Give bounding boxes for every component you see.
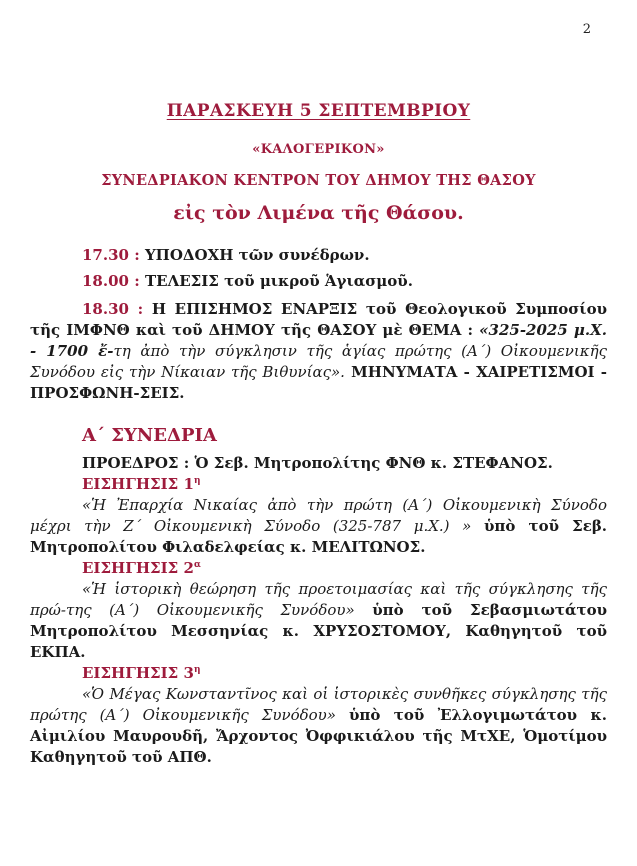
lecture-speaker: ὑπὸ τοῦ Σεβασμιωτάτου Μητροπολίτου Μεσσηνίας κ. ΧΡΥΣΟΣΤΟΜΟΥ, Καθηγητοῦ τοῦ ΕΚΠΑ. [30, 601, 607, 661]
location-line: εἰς τὸν Λιμένα τῆς Θάσου. [173, 202, 464, 224]
day-title: ΠΑΡΑΣΚΕΥΗ 5 ΣΕΠΤΕΜΒΡΙΟΥ [166, 101, 471, 121]
lecture-label [30, 558, 607, 579]
lecture-speaker: ὑπὸ τοῦ Σεβ. Μητροπολίτου Φιλαδελφείας κ. ΜΕΛΙΤΩΝΟΣ. [30, 517, 608, 556]
lecture-label [30, 474, 607, 495]
schedule-item [30, 245, 607, 265]
lecture-title: «Ἡ ἱστορικὴ θεώρηση τῆς προετοιμασίας καὶ τῆς σύγκλησης τῆς πρώ-της (Α´) Οἰκουμενικῆς Συνόδου» [30, 580, 607, 619]
lecture-paragraph [30, 495, 607, 558]
venue-name: «ΚΑΛΟΓΕΡΙΚΟΝ» [252, 142, 385, 157]
lecture-title: «Ἡ Ἐπαρχία Νικαίας ἀπὸ τὴν πρώτη (Α´) Οἰκουμενικὴ Σύνοδο μέχρι τὴν Ζ´ Οἰκουμενικὴ Σύνοδο (325-787 μ.Χ.) » [30, 496, 607, 535]
opening-theme-rest: τη ἀπὸ τὴν σύγκλησιν τῆς ἁγίας πρώτης (Α´) Οἰκουμενικῆς Συνόδου εἰς τὴν Νίκαιαν τῆς Βιθυνίας». [30, 342, 607, 381]
schedule-text: ΤΕΛΕΣΙΣ τοῦ μικροῦ Ἁγιασμοῦ. [144, 272, 413, 290]
lecture-speaker: ὑπὸ τοῦ Ἐλλογιμωτάτου κ. Αἰμιλίου Μαυρουδῆ, Ἄρχοντος Ὀφφικιάλου τῆς ΜτΧΕ, Ὁμοτίμου Καθηγητοῦ τοῦ ΑΠΘ. [30, 706, 607, 766]
lecture-label-text: ΕΙΣΗΓΗΣΙΣ 3 [82, 664, 194, 682]
lecture-paragraph [30, 684, 607, 768]
lecture-label-sup: η [193, 476, 201, 486]
schedule-section [30, 245, 607, 404]
page-number: 2 [582, 22, 591, 37]
lecture-title: «Ὁ Μέγας Κωνσταντῖνος καὶ οἱ ἱστορικὲς συνθῆκες σύγκλησης τῆς πρώτης (Α´) Οἰκουμενικῆς Συνόδου» [30, 685, 607, 724]
schedule-time: 17.30 : [82, 246, 140, 264]
schedule-text: ΥΠΟΔΟΧΗ τῶν συνέδρων. [144, 246, 370, 264]
lecture-paragraph [30, 579, 607, 663]
schedule-time: 18.00 : [82, 272, 140, 290]
session-chair: ΠΡΟΕΔΡΟΣ : Ὁ Σεβ. Μητροπολίτης ΦΝΘ κ. ΣΤΕΦΑΝΟΣ. [82, 454, 553, 472]
lecture-label-sup: η [193, 665, 201, 675]
page-header [30, 100, 607, 226]
lecture-label-text: ΕΙΣΗΓΗΣΙΣ 2 [82, 559, 194, 577]
venue-line: ΣΥΝΕΔΡΙΑΚΟΝ ΚΕΝΤΡΟΝ ΤΟΥ ΔΗΜΟΥ ΤΗΣ ΘΑΣΟΥ [101, 172, 536, 189]
opening-paragraph [30, 299, 607, 404]
schedule-time: 18.30 : [82, 300, 144, 318]
opening-tail: ΜΗΝΥΜΑΤΑ - ΧΑΙΡΕΤΙΣΜΟΙ - ΠΡΟΣΦΩΝΗ-ΣΕΙΣ. [30, 363, 608, 402]
session-title: Α´ ΣΥΝΕΔΡΙΑ [82, 425, 217, 446]
opening-lead: Η ΕΠΙΣΗΜΟΣ ΕΝΑΡΞΙΣ τοῦ Θεολογικοῦ Συμποσίου τῆς ΙΜΦΝΘ καὶ τοῦ ΔΗΜΟΥ τῆς ΘΑΣΟΥ μὲ ΘΕΜΑ : [30, 300, 607, 339]
session-section [30, 424, 607, 768]
opening-theme-lead: «325-2025 μ.Χ. - 1700 ἔ- [30, 321, 607, 360]
lecture-label-sup: α [193, 560, 201, 570]
lecture-label-text: ΕΙΣΗΓΗΣΙΣ 1 [82, 475, 194, 493]
schedule-item [30, 271, 607, 291]
lecture-label [30, 663, 607, 684]
